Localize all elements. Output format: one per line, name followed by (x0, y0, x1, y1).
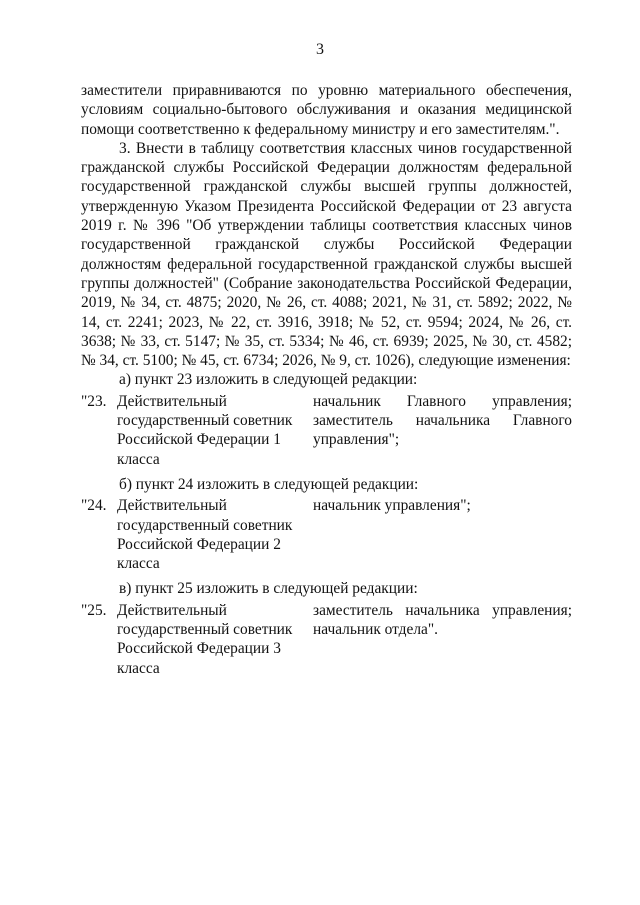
paragraph-3: 3. Внести в таблицу соответствия классных чинов государственной гражданской службы Российской Федерации должностям федеральной государственной гражданской службы высшей группы должностей, утвержденную Указом Президента Российской Федерации от 23 августа 2019 г. № 396 "Об утверждении таблицы соответствия классных чинов государственной гражданской службы Российской Федерации должностям федеральной государственной гражданской службы высшей группы должностей" (Собрание законодательства Российской Федерации, 2019, № 34, ст. 4875; 2020, № 26, ст. 4088; 2021, № 31, ст. 5892; 2022, № 14, ст. 2241; 2023, № 22, ст. 3916, 3918; № 52, ст. 9594; 2024, № 26, ст. 3638; № 33, ст. 5147; № 35, ст. 5334; № 46, ст. 6939; 2025, № 30, ст. 4582; № 34, ст. 5100; № 45, ст. 6734; 2026, № 9, ст. 1026), следующие изменения: (81, 139, 572, 370)
entry-position: начальник управления"; (313, 497, 471, 515)
subitem-c: в) пункт 25 изложить в следующей редакции: (119, 580, 418, 598)
table-entry-25 (81, 601, 572, 678)
page-number: 3 (316, 41, 324, 58)
entry-number: "23. (81, 392, 107, 410)
entry-number: "25. (81, 601, 107, 619)
subitem-a: а) пункт 23 изложить в следующей редакции: (119, 371, 418, 389)
table-entry-24 (81, 496, 572, 573)
paragraph-continuation: заместители приравниваются по уровню материального обеспечения, условиям социально-бытового обслуживания и оказания медицинской помощи соответственно к федеральному министру и его заместителям.". (81, 82, 572, 138)
entry-position: начальник Главного управления; заместитель начальника Главного управления"; (313, 392, 572, 449)
entry-rank: Действительный государственный советник Российской Федерации 3 класса (117, 601, 293, 677)
entry-position: заместитель начальника управления; начальник отдела". (313, 601, 572, 639)
subitem-b: б) пункт 24 изложить в следующей редакции: (119, 475, 419, 493)
document-body (81, 81, 572, 680)
entry-number: "24. (81, 497, 107, 515)
table-entry-23 (81, 392, 572, 469)
entry-rank: Действительный государственный советник Российской Федерации 2 класса (117, 497, 293, 573)
entry-rank: Действительный государственный советник Российской Федерации 1 класса (117, 392, 293, 468)
